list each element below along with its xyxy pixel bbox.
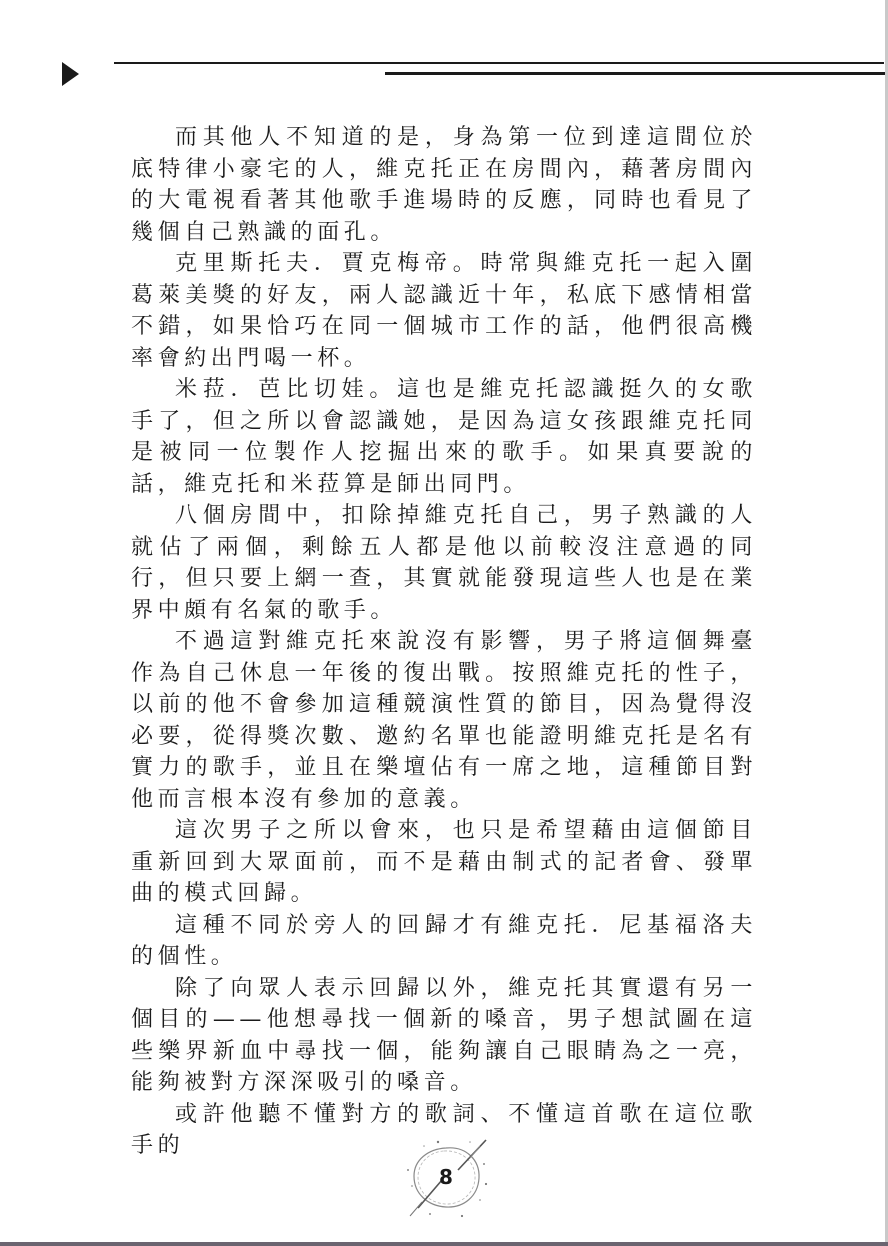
paragraph: 這次男子之所以會來，也只是希望藉由這個節目重新回到大眾面前，而不是藉由制式的記者會、發單曲的模式回歸。 xyxy=(131,818,757,906)
paragraph: 米菈．芭比切娃。這也是維克托認識挺久的女歌手了，但之所以會認識她，是因為這女孩跟維克托同是被同一位製作人挖掘出來的歌手。如果真要說的話，維克托和米菈算是師出同門。 xyxy=(131,377,757,497)
paragraph: 而其他人不知道的是，身為第一位到達這間位於底特律小豪宅的人，維克托正在房間內，藉著房間內的大電視看著其他歌手進場時的反應，同時也看見了幾個自己熟識的面孔。 xyxy=(131,125,757,245)
paragraph: 克里斯托夫．賈克梅帝。時常與維克托一起入圍葛萊美獎的好友，兩人認識近十年，私底下感情相當不錯，如果恰巧在同一個城市工作的話，他們很高機率會約出門喝一杯。 xyxy=(131,251,757,371)
paragraph: 或許他聽不懂對方的歌詞、不懂這首歌在這位歌手的 xyxy=(131,1101,757,1158)
page-number: 8 xyxy=(439,1165,453,1189)
page-edge-bottom xyxy=(0,1242,888,1246)
paragraph: 除了向眾人表示回歸以外，維克托其實還有另一個目的——他想尋找一個新的嗓音，男子想試圖在這些樂界新血中尋找一個，能夠讓自己眼睛為之一亮，能夠被對方深深吸引的嗓音。 xyxy=(131,975,757,1095)
play-triangle-icon xyxy=(62,62,79,86)
page-number-badge xyxy=(400,1134,492,1220)
paragraph: 這種不同於旁人的回歸才有維克托．尼基福洛夫的個性。 xyxy=(131,912,757,969)
header-rule-thin xyxy=(114,62,884,64)
header-rule-thick xyxy=(385,72,885,75)
paragraph: 八個房間中，扣除掉維克托自己，男子熟識的人就佔了兩個，剩餘五人都是他以前較沒注意過的同行，但只要上網一查，其實就能發現這些人也是在業界中頗有名氣的歌手。 xyxy=(131,503,757,623)
paragraph: 不過這對維克托來說沒有影響，男子將這個舞臺作為自己休息一年後的復出戰。按照維克托的性子，以前的他不會參加這種競演性質的節目，因為覺得沒必要，從得獎次數、邀約名單也能證明維克托是名有實力的歌手，並且在樂壇佔有一席之地，這種節目對他而言根本沒有參加的意義。 xyxy=(131,629,757,812)
body-text xyxy=(131,122,757,1162)
